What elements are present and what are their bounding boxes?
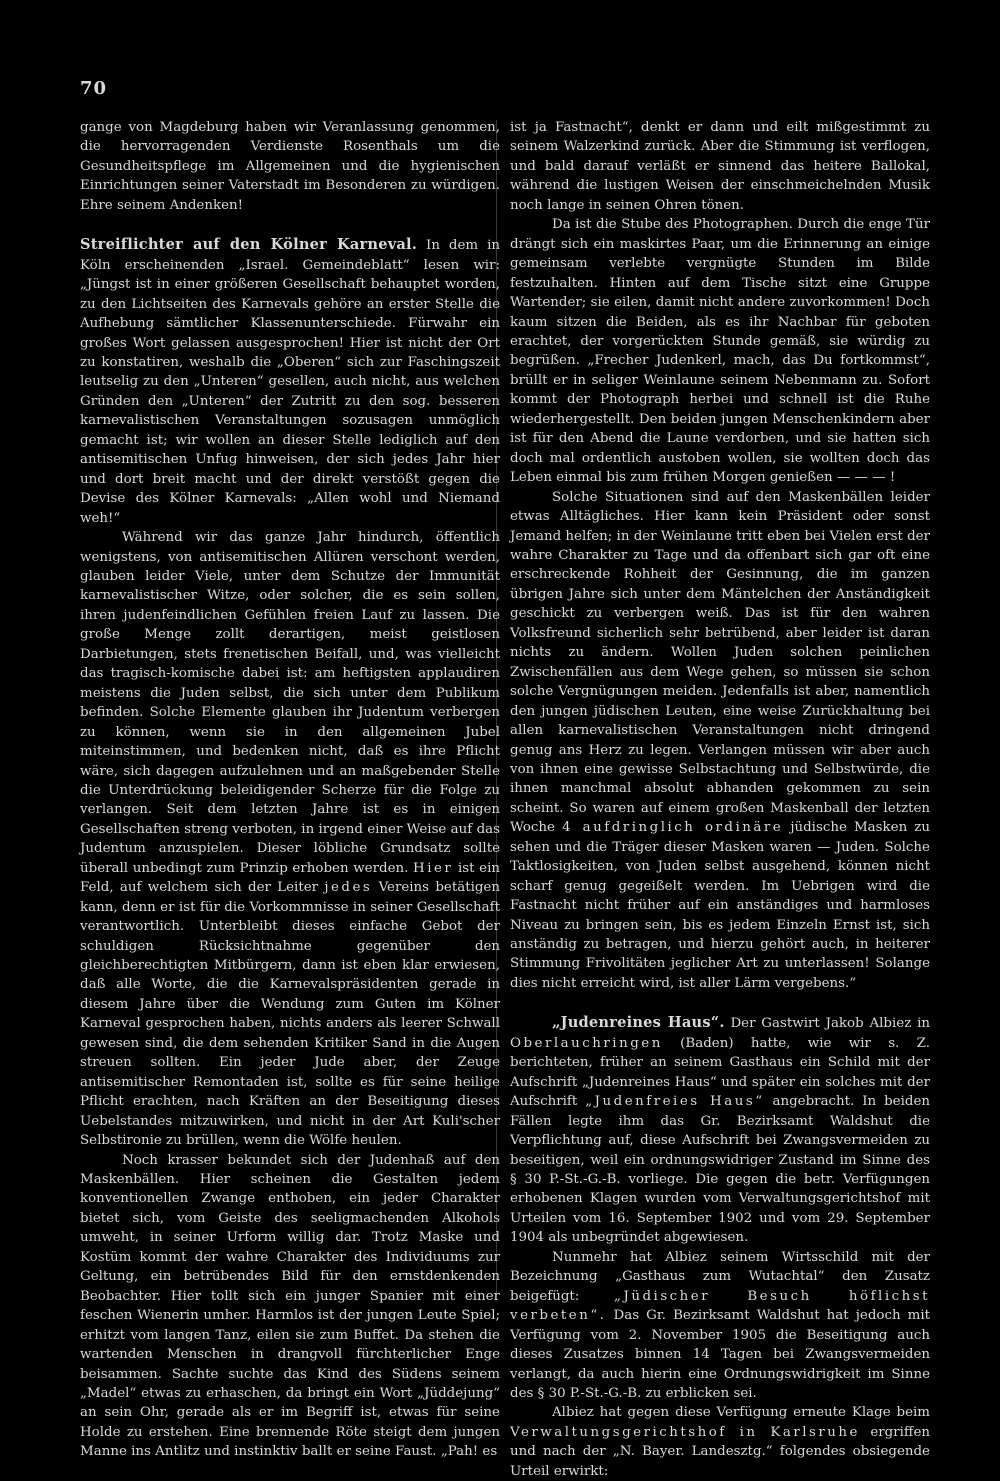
section2-text-3a: Albiez hat gegen diese Verfügung erneute Klage beim [552,1405,930,1421]
continuation-paragraph-2: Da ist die Stube des Photographen. Durch die enge Tür drängt sich ein maskirtes Paar, um die Erinnerung an einige gemeinsam verlebte vergnügte Stunden im Bilde festzuhalten. Hinten auf dem Tische sitzt eine Gruppe Wartender; sie eilen, damit nicht andere zuvorkommen! Doch kaum sitzen die Beiden, als es ihr Nachbar für geboten erachtet, der vorgerückten Stunde gemäß, sie würdig zu begrüßen. „Frecher Judenkerl, mach, das Du fortkommst“, brüllt er in seliger Weinlaune seinem Nebenmann zu. Sofort kommt der Photograph herbei und schnell ist die Ruhe wiederhergestellt. Den beiden jungen Menschenkindern aber ist für den Abend die Laune verdorben, und sie hatten sich doch mal ordentlich austoben wollen, sie wollten doch das Leben einmal bis zum frühen Morgen genießen — — — ! [510,217,930,486]
right-column [510,118,930,1481]
section1-spaced-word-2: jedes [324,880,373,896]
section2-paragraph-2 [510,1248,930,1404]
section2-text-2b: Das Gr. Bezirksamt Waldshut hat jedoch mit Verfügung vom 2. November 1905 die Beseitigung auch dieses Zusatzes binnen 14 Tagen bei Zwangsvermeiden verlangt, da auch hierin eine Ordnungswidrigkeit im Sinne des § 30 P.-St.-G.-B. zu erblicken sei. [510,1308,930,1401]
continuation-text-3a: Solche Situationen sind auf den Maskenbällen leider etwas Alltägliches. Hier kann kein Präsident oder sonst Jemand helfen; in der Weinlaune tritt eben bei Vielen erst der wahre Charakter zu Tage und da offenbart sich gar oft eine erschreckende Rohheit der Gesinnung, die im ganzen übrigen Jahre sich unter dem Mäntelchen der Anständigkeit geschickt zu verbergen weiß. Das ist für den wahren Volksfreund sicherlich sehr betrübend, aber leider ist daran nichts zu ändern. Wollen Juden solchen peinlichen Zwischenfällen aus dem Wege gehen, so müssen sie schon solche Vergnügungen meiden. Jedenfalls ist aber, namentlich den jungen jüdischen Leuten, eine weise Zurückhaltung bei allen karnevalistischen Veranstaltungen nicht dringend genug ans Herz zu legen. Verlangen müssen wir aber auch von ihnen eine gewisse Selbstachtung und Selbstwürde, die ihnen manchmal absolut abhanden gekommen zu sein scheint. So waren auf einem großen Maskenball der letzten Woche [510,489,930,836]
continuation-paragraph-3 [510,488,930,994]
section2-text-1c: angebracht. In beiden Fällen legte ihm das Gr. Bezirksamt Waldshut die Verpflichtung auf, diese Aufschrift bei Zwangsvermeiden zu beseitigen, weil ein ordnungswidriger Zustand im Sinne des § 30 P.-St.-G.-B. vorliege. Die gegen die betr. Verfügungen erhobenen Klagen wurden vom Verwaltungsgerichtshof mit Urteilen vom 16. September 1902 und vom 29. September 1904 als unbegründet abgewiesen. [510,1094,930,1246]
section2-text-1a: Der Gastwirt Jakob Albiez in [730,1016,930,1032]
continuation-paragraph-1: ist ja Fastnacht“, denkt er dann und eilt mißgestimmt zu seinem Walzerkind zurück. Aber die Stimmung ist verflogen, und bald darauf verläßt er sinnend das heitere Ballokal, während die lustigen Weisen der einschmeichelnden Musik noch lange in seinen Ohren tönen. [510,120,930,213]
left-column [80,118,500,1462]
section2-text-2a: Nunmehr hat Albiez seinem Wirtsschild mit der Bezeichnung „Gasthaus zum Wutachtal“ den Zusatz beigefügt: [510,1249,930,1304]
section1-text-2b: ist ein Feld, auf welchem sich der Leiter [80,860,500,896]
section2-text-1b: (Baden) hatte, wie wir s. Z. berichteten, früher an seinem Gasthaus ein Schild mit der Aufschrift „Judenreines Haus“ und später ein solches mit der Aufschrift [510,1035,930,1110]
section2-spaced-place: Oberlauchringen [510,1035,663,1051]
continuation-text-3b: jüdische Masken zu sehen und die Träger dieser Masken waren — Juden. Solche Taktlosigkeiten, von Juden selbst ausgehend, können nicht scharf genug gegeißelt werden. Im Uebrigen wird die Fastnacht nicht früher auf ein anständiges und harmloses Niveau zu bringen sein, bis es jedem Einzeln Ernst ist, sich anständig zu betragen, und hierzu gehört auch, in heiterer Stimmung Frivolitäten jeglicher Art zu unterlassen! Solange dies nicht erreicht wird, ist aller Lärm vergebens.“ [510,820,930,991]
section1-text-1: In dem in Köln erscheinenden „Israel. Gemeindeblatt“ lesen wir: „Jüngst ist in einer größeren Gesellschaft behauptet worden, zu den Lichtseiten des Karnevals gehöre an erster Stelle die Aufhebung sämtlicher Klassenunterschiede. Fürwahr ein großes Wort gelassen ausgesprochen! Hier ist nicht der Ort zu konstatiren, weshalb die „Oberen“ sich zur Faschingszeit leutselig zu den „Unteren“ gesellen, auch nicht, aus welchen Gründen den „Unteren“ der Zutritt zu den sog. besseren karnevalistischen Veranstaltungen sozusagen unmöglich gemacht ist; wir wollen an dieser Stelle lediglich auf den antisemitischen Unfug hinweisen, der sich jedes Jahr hier und dort breit macht und der direkt verstößt gegen die Devise des Kölner Karnevals: „Allen wohl und Niemand weh!“ [80,238,500,526]
section1-paragraph-1 [80,235,500,528]
page-number: 70 [80,78,108,99]
section1-text-2a: Während wir das ganze Jahr hindurch, öffentlich wenigstens, von antisemitischen Allüren verschont werden, glauben leider Viele, unter dem Schutze der Immunität karnevalistischer Witze, oder solcher, die es sein sollen, ihren judenfeindlichen Gefühlen freien Lauf zu lassen. Die große Menge zollt derartigen, meist geistlosen Darbietungen, stets frenetischen Beifall, und, was vielleicht das tragisch-komische dabei ist: am heftigsten applaudiren meistens die Juden selbst, die sich unter dem Publikum befinden. Solche Elemente glauben ihr Judentum verbergen zu können, wenn sie in den allgemeinen Jubel miteinstimmen, und bedenken nicht, daß es ihre Pflicht wäre, sich dagegen aufzulehnen und an maßgebender Stelle die Unterdrückung beleidigender Scherze für die Folge zu verlangen. Seit dem letzten Jahre ist es in einigen Gesellschaften streng verboten, in irgend einer Weise auf das Judentum anzuspielen. Dieser löbliche Grundsatz sollte überall unbedingt zum Prinzip erhoben werden. [80,530,500,876]
section2-heading: „Judenreines Haus“. [552,1014,725,1032]
section1-spaced-word-1: Hier [413,860,454,876]
continuation-spaced-text: 4 aufdringlich ordinäre [562,820,784,836]
intro-paragraph: gange von Magdeburg haben wir Veranlassung genommen, die hervorragenden Verdienste Rosenthals um die Gesundheitspflege im Allgemeinen und die hygienischen Einrichtungen seiner Vaterstadt im Besonderen zu würdigen. Ehre seinem Andenken! [80,120,500,213]
section2-paragraph-3 [510,1403,930,1481]
section1-paragraph-3: Noch krasser bekundet sich der Judenhaß auf den Maskenbällen. Hier scheinen die Gestalten jedem konventionellen Zwange enthoben, ein jeder Charakter bietet sich, vom Geiste des seeligmachenden Alkohols umweht, in seiner Urform willig dar. Trotz Maske und Kostüm kommt der wahre Charakter des Individuums zur Geltung, ein betrübendes Bild für den ernstdenkenden Beobachter. Hier tollt sich ein junger Spanier mit einer feschen Wienerin umher. Harmlos ist der jungen Leute Spiel; erhitzt vom langen Tanz, eilen sie zum Buffet. Da stehen die wartenden Menschen in drangvoll fürchterlicher Enge beisammen. Sachte suchte das Kind des Südens seinem „Madel“ etwas zu erhaschen, da bringt ein Wort „Jüddejung“ an sein Ohr, gerade als er im Begriff ist, etwas für seine Holde zu erstehen. Eine brennende Röte steigt dem jungen Manne ins Antlitz und instinktiv ballt er seine Faust. „Pah! es [80,1152,500,1460]
section2-text-3b: ergriffen und nach der „N. Bayer. Landesztg.“ folgendes obsiegende Urteil erwirkt: [510,1424,930,1479]
section2-paragraph-1 [510,1013,930,1247]
section2-spaced-court: Verwaltungsgerichtshof in Karlsruhe [510,1424,860,1440]
section1-heading: Streiflichter auf den Kölner Karneval. [80,236,418,254]
section2-spaced-sign: „Judenfreies Haus“ [585,1094,765,1110]
section1-text-2c: Vereins betätigen kann, denn er ist für die Vorkommnisse in seiner Gesellschaft verantwortlich. Unterbleibt dieses einfache Gebot der schuldigen Rücksichtnahme gegenüber den gleichberechtigten Mitbürgern, dann ist eben klar erwiesen, daß alle Worte, die die Karnevalspräsidenten gerade in diesem Jahre über die Wendung zum Guten im Kölner Karneval gesprochen haben, nichts anders als leerer Schwall gewesen sind, die dem sehenden Kritiker Sand in die Augen streuen sollten. Ein jeder Jude aber, der Zeuge antisemitischer Remontaden ist, sollte es für seine heilige Pflicht erachten, nach Kräften an der Beseitigung dieses Uebelstandes mitzuwirken, und nicht in der Art Kuli'scher Selbstironie zu brüllen, wenn die Wölfe heulen. [80,880,500,1149]
section1-paragraph-2 [80,528,500,1151]
section2-spaced-sign-2: „Jüdischer Besuch höflichst verbeten“. [510,1288,930,1324]
